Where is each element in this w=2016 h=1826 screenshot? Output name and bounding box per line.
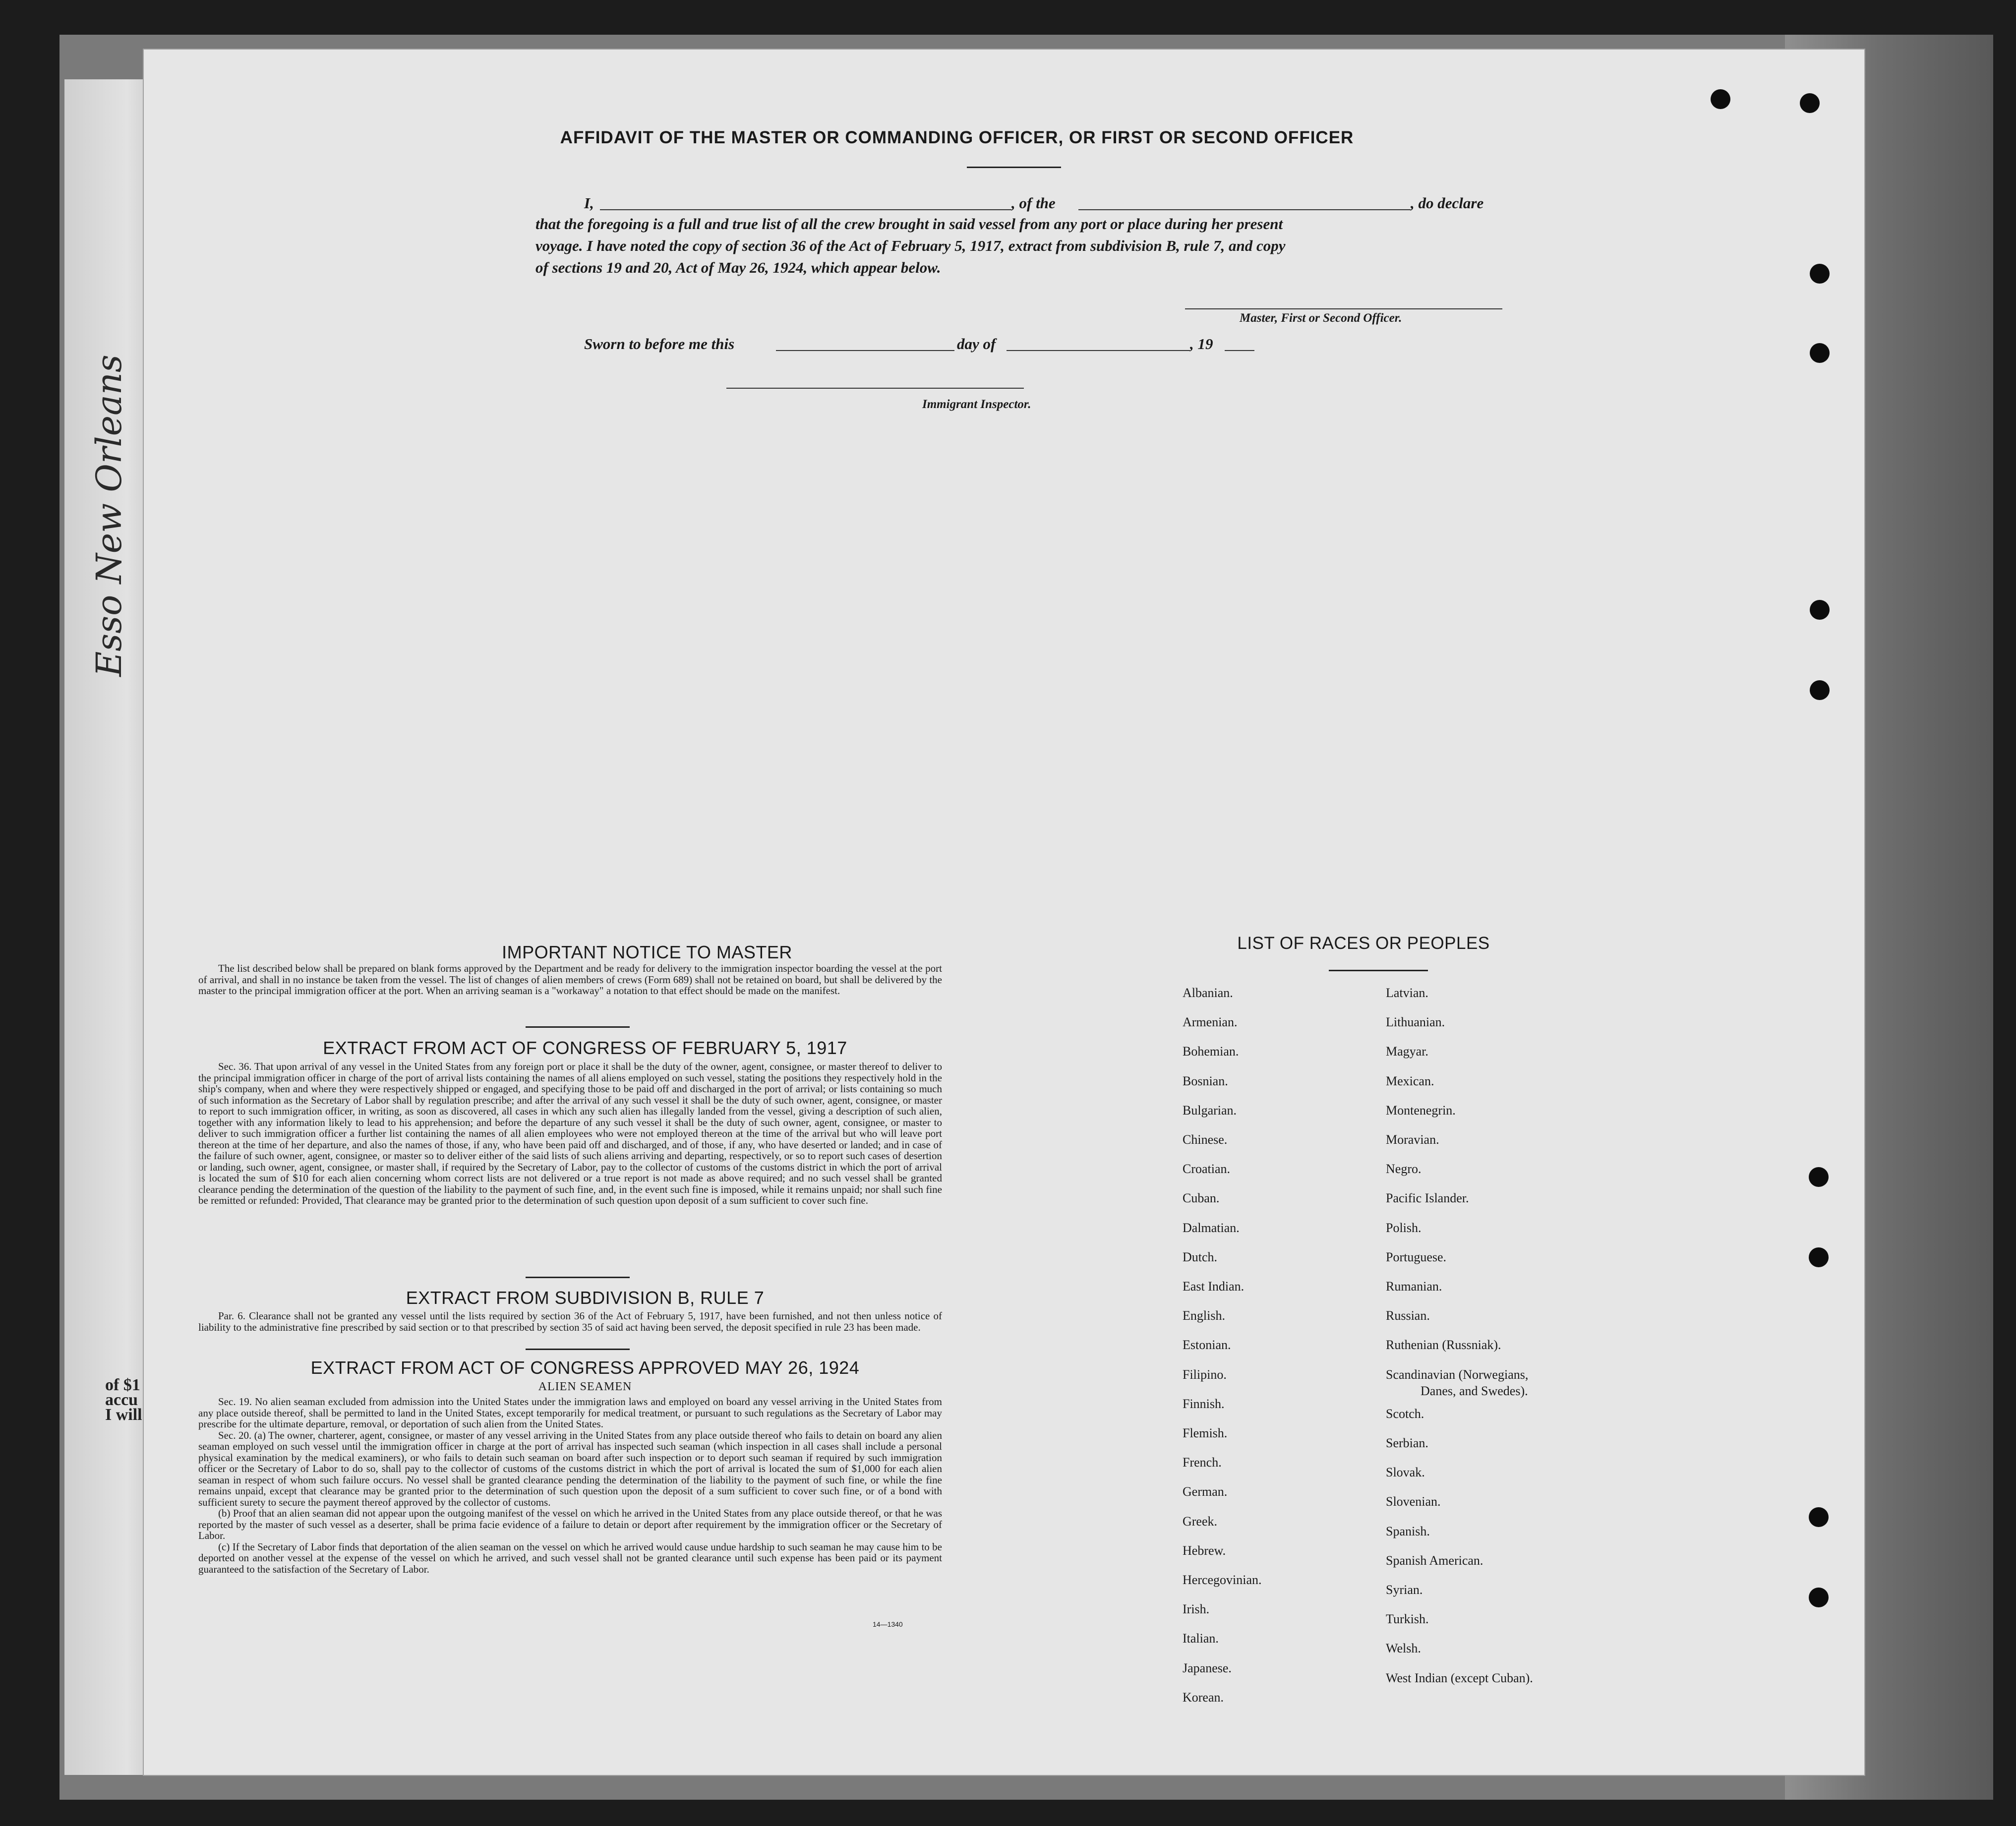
- race-item: Croatian.: [1183, 1162, 1231, 1177]
- sworn-day-blank[interactable]: [776, 350, 954, 351]
- race-item: Portuguese.: [1386, 1249, 1447, 1264]
- binder-hole: [1810, 600, 1830, 620]
- notice-body: [198, 963, 942, 997]
- race-item: Syrian.: [1386, 1583, 1423, 1597]
- race-item: Dalmatian.: [1183, 1220, 1240, 1235]
- race-item: Moravian.: [1386, 1132, 1439, 1147]
- race-item: Finnish.: [1183, 1396, 1225, 1411]
- race-item: Polish.: [1386, 1220, 1422, 1235]
- race-item: Slovenian.: [1386, 1494, 1441, 1509]
- affidavit-line-1-mid: , of the: [1011, 194, 1056, 212]
- notice-body-text: The list described below shall be prepared on blank forms approved by the Department and be ready for delivery to the immigration inspector boarding the vessel at the port of arrival, and shall in no instance be taken from the vessel. The list of changes of alien members of crews (Form 689) shall not be retained on board, but shall be delivered by the master to the principal immigration officer at the port. When an arriving seaman is a "workaway" a notation to that effect should be made on the manifest.: [198, 962, 942, 997]
- alien-seamen-subtitle: ALIEN SEAMEN: [538, 1380, 632, 1393]
- race-item: Danes, and Swedes).: [1421, 1383, 1528, 1398]
- section-20b-text: (b) Proof that an alien seaman did not appear upon the outgoing manifest of the vessel on which he arrived in the United States from any place outside thereof, or that he was reported by the master of such vessel as a deserter, shall be prima facie evidence of a failure to detain or deport after requirement by the immigration officer or the Secretary of Labor.: [198, 1507, 942, 1541]
- master-signature-label: Master, First or Second Officer.: [1240, 311, 1402, 325]
- race-item: Rumanian.: [1386, 1279, 1442, 1294]
- race-item: Flemish.: [1183, 1426, 1228, 1440]
- race-item: Magyar.: [1386, 1044, 1428, 1059]
- binder-hole: [1809, 1247, 1829, 1267]
- races-title-underline: [1329, 970, 1428, 971]
- rule-7-body: [198, 1310, 942, 1333]
- document-page: [144, 50, 1864, 1775]
- race-item: Japanese.: [1183, 1660, 1232, 1675]
- race-item: Spanish American.: [1386, 1553, 1483, 1568]
- race-item: Pacific Islander.: [1386, 1191, 1469, 1206]
- race-item: Filipino.: [1183, 1367, 1227, 1382]
- affidavit-line-3: voyage. I have noted the copy of section 36 of the Act of February 5, 1917, extract from subdivision B, rule 7, and copy: [535, 237, 1286, 254]
- master-signature-line[interactable]: [1185, 308, 1502, 309]
- section-divider: [526, 1349, 630, 1350]
- inspector-signature-label: Immigrant Inspector.: [922, 398, 1031, 411]
- edge-text-2: accu: [105, 1391, 138, 1409]
- race-item: Scotch.: [1386, 1406, 1424, 1421]
- race-item: Russian.: [1386, 1308, 1430, 1323]
- race-item: Dutch.: [1183, 1249, 1218, 1264]
- race-item: Bosnian.: [1183, 1073, 1228, 1088]
- race-item: English.: [1183, 1308, 1225, 1323]
- form-number: 14—1340: [873, 1620, 903, 1628]
- binder-hole: [1810, 343, 1830, 363]
- sworn-year-blank[interactable]: [1225, 350, 1254, 351]
- extract-1924-body: [198, 1396, 942, 1575]
- race-item: Bohemian.: [1183, 1044, 1239, 1059]
- race-item: Spanish.: [1386, 1524, 1430, 1538]
- binder-hole: [1810, 680, 1830, 700]
- race-item: Chinese.: [1183, 1132, 1228, 1147]
- section-19-text: Sec. 19. No alien seaman excluded from admission into the United States under the immigration laws and employed on board any vessel arriving in the United States from any place outside thereof, shall be permitted to land in the United States, except temporarily for medical treatment, or pursuant to such regulations as the Secretary of Labor may prescribe for the ultimate departure, removal, or deportation of such alien from the United States.: [198, 1396, 942, 1430]
- binder-hole: [1809, 1507, 1829, 1527]
- section-20a-text: Sec. 20. (a) The owner, charterer, agent, consignee, or master of any vessel arriving in the United States from any place outside thereof who fails to detain on board any alien seaman employed on such vessel until the immigration officer in charge at the port of arrival has inspected such seaman (which inspection in all cases shall include a personal physical examination by the medical examiners), or who fails to detain such seaman on board after such inspection or to deport such seaman if required by such immigration officer or the Secretary of Labor to do so, shall pay to the collector of customs of the customs district in which the port of arrival is located the sum of $1,000 for each alien seaman in respect of whom such failure occurs. No vessel shall be granted clearance pending the determination of the liability to the payment of such fine, or while the fine remains unpaid, except that clearance may be granted prior to the determination of such question upon the deposit of a sum sufficient to cover such fine, or of a bond with sufficient surety to secure the payment thereof approved by the collector of customs.: [198, 1429, 942, 1508]
- handwritten-margin-note: [79, 354, 139, 677]
- race-item: Turkish.: [1386, 1612, 1429, 1627]
- race-item: Cuban.: [1183, 1191, 1220, 1206]
- notice-title: IMPORTANT NOTICE TO MASTER: [502, 942, 792, 962]
- section-divider: [526, 1277, 630, 1278]
- race-item: Hebrew.: [1183, 1543, 1226, 1558]
- race-item: Armenian.: [1183, 1015, 1238, 1030]
- rule-7-title: EXTRACT FROM SUBDIVISION B, RULE 7: [406, 1288, 765, 1308]
- race-item: Estonian.: [1183, 1338, 1231, 1353]
- extract-1924-title: EXTRACT FROM ACT OF CONGRESS APPROVED MAY 26, 1924: [310, 1357, 860, 1378]
- edge-text-1: of $1: [105, 1376, 140, 1394]
- sworn-text-mid: day of: [957, 335, 996, 353]
- race-item: West Indian (except Cuban).: [1386, 1670, 1533, 1685]
- race-item: East Indian.: [1183, 1279, 1245, 1294]
- race-item: Greek.: [1183, 1514, 1218, 1529]
- title-underline: [967, 167, 1061, 168]
- race-item: Lithuanian.: [1386, 1015, 1445, 1030]
- extract-1917-body: [198, 1061, 942, 1206]
- extract-1917-text: Sec. 36. That upon arrival of any vessel in the United States from any foreign port or place it shall be the duty of the owner, agent, consignee, or master thereof to deliver to the principal immigration officer in charge of the port of arrival lists containing the names of all aliens employed on such vessel, stating the positions they respectively hold in the ship's company, when and where they were respectively shipped or engaged, and specifying those to be paid off and discharged in the port of arrival; or lists containing so much of such information as the Secretary of Labor shall by regulation prescribe; and after the arrival of any such vessel it shall be the duty of such owner, agent, consignee, or master to report to such immigration officer, in writing, as soon as discovered, all cases in which any such alien has illegally landed from the vessel, giving a description of such alien, together with any information likely to lead to his apprehension; and before the departure of any such vessel it shall be the duty of such owner, agent, consignee, or master to deliver to such immigration officer a further list containing the names of all alien employees who were not employed thereon at the time of the arrival but who will leave port thereon at the time of her departure, and also the names of those, if any, who have been paid off and discharged, and of those, if any, who have deserted or landed; and in case of the failure of such owner, agent, consignee, or master so to deliver either of the said lists of such aliens arriving and departing, respectively, or so to report such cases of desertion or landing, such owner, agent, consignee, or master shall, if required by the Secretary of Labor, pay to the collector of customs of the customs district in which the port of arrival is located the sum of $10 for each alien concerning whom correct lists are not delivered or a true report is not made as above required; and no such vessel shall be granted clearance pending the determination of the question of the liability to the payment of such fine, and, in the event such fine is imposed, while it remains unpaid; nor shall such fine be remitted or refunded: Provided, That clearance may be granted prior to the determination of such question upon deposit of a sum sufficient to cover such fine.: [198, 1060, 942, 1206]
- race-item: German.: [1183, 1484, 1228, 1499]
- binder-hole: [1809, 1167, 1829, 1187]
- binder-hole: [1800, 93, 1820, 113]
- race-item: Latvian.: [1386, 986, 1428, 1000]
- race-item: Negro.: [1386, 1162, 1422, 1177]
- affidavit-line-4: of sections 19 and 20, Act of May 26, 1924, which appear below.: [535, 259, 941, 276]
- race-item: Bulgarian.: [1183, 1103, 1237, 1118]
- sworn-text-end: , 19: [1190, 335, 1213, 353]
- race-item: Albanian.: [1183, 986, 1233, 1000]
- affidavit-line-2: that the foregoing is a full and true list of all the crew brought in said vessel from any port or place during her present: [535, 215, 1283, 233]
- race-item: Ruthenian (Russniak).: [1386, 1338, 1501, 1353]
- inspector-signature-line[interactable]: [726, 388, 1024, 389]
- affidavit-line-1-start: I,: [584, 194, 594, 212]
- margin-note-text: Esso New Orleans: [89, 354, 129, 677]
- race-item: Montenegrin.: [1386, 1103, 1456, 1118]
- section-20c-text: (c) If the Secretary of Labor finds that deportation of the alien seaman on the vessel on which he arrived would cause undue hardship to such seaman he may cause him to be deported on another vessel at the expense of the vessel on which he arrived, and such vessel shall not be granted clearance until such expense has been paid or its payment guaranteed to the satisfaction of the Secretary of Labor.: [198, 1540, 942, 1575]
- race-item: Italian.: [1183, 1631, 1219, 1646]
- name-blank[interactable]: [600, 209, 1011, 210]
- rule-7-text: Par. 6. Clearance shall not be granted any vessel until the lists required by section 36 of the Act of February 5, 1917, have been furnished, and not then unless notice of liability to the administrative fine prescribed by said section or to that prescribed by section 35 of said act having been served, the deposit specified in rule 23 has been made.: [198, 1310, 942, 1333]
- race-item: Slovak.: [1386, 1465, 1425, 1480]
- race-item: Korean.: [1183, 1690, 1224, 1705]
- section-divider: [526, 1026, 630, 1028]
- binder-hole: [1809, 1588, 1829, 1607]
- affidavit-title: AFFIDAVIT OF THE MASTER OR COMMANDING OFFICER, OR FIRST OR SECOND OFFICER: [560, 128, 1354, 147]
- sworn-text-start: Sworn to before me this: [584, 335, 735, 353]
- races-list-title: LIST OF RACES OR PEOPLES: [1237, 934, 1490, 953]
- sworn-month-blank[interactable]: [1007, 350, 1190, 351]
- race-item: French.: [1183, 1455, 1222, 1470]
- race-item: Welsh.: [1386, 1641, 1421, 1656]
- affidavit-line-1-end: , do declare: [1411, 194, 1484, 212]
- race-item: Serbian.: [1386, 1436, 1428, 1450]
- race-item: Hercegovinian.: [1183, 1573, 1262, 1587]
- binder-hole: [1711, 89, 1730, 109]
- extract-1917-title: EXTRACT FROM ACT OF CONGRESS OF FEBRUARY 5, 1917: [323, 1038, 847, 1058]
- race-item: Scandinavian (Norwegians,: [1386, 1367, 1529, 1382]
- edge-text-3: I will: [105, 1406, 142, 1424]
- vessel-blank[interactable]: [1078, 209, 1411, 210]
- race-item: Irish.: [1183, 1602, 1210, 1617]
- binder-hole: [1810, 264, 1830, 284]
- race-item: Mexican.: [1386, 1073, 1434, 1088]
